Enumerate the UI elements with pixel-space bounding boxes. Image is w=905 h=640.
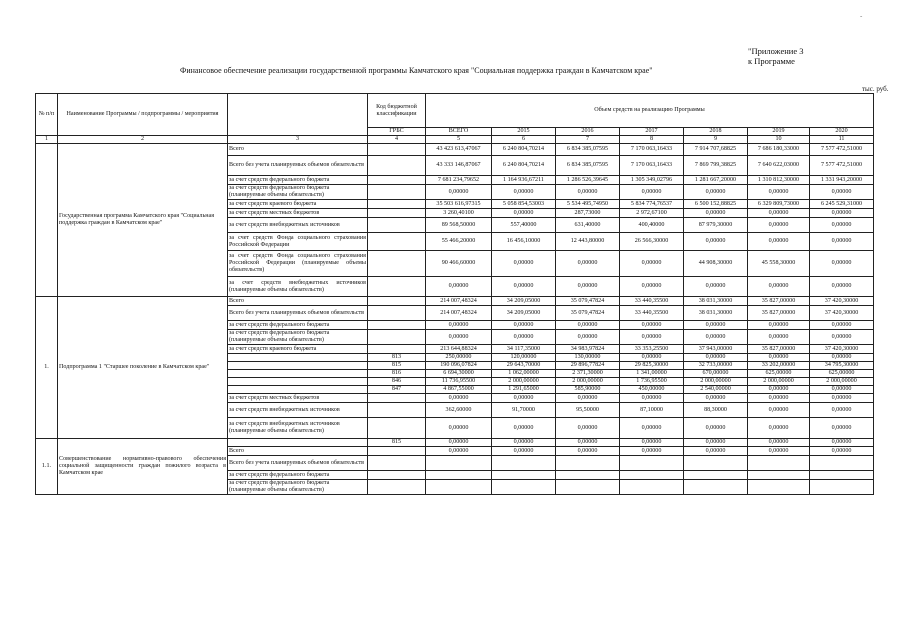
amount-year: 0,00000 — [556, 185, 620, 200]
amount-total: 11 736,95500 — [426, 378, 492, 386]
amount-year: 7 577 472,51000 — [810, 156, 874, 176]
amount-year: 6 329 809,73000 — [748, 200, 810, 209]
amount-year: 29 896,77824 — [556, 362, 620, 370]
header-code: Код бюджетной классификации — [368, 94, 426, 128]
amount-year: 1 305 349,02796 — [620, 176, 684, 185]
header-row — [36, 94, 874, 128]
header-total: ВСЕГО — [426, 128, 492, 136]
amount-year: 33 353,25500 — [620, 345, 684, 354]
amount-year: 91,70000 — [492, 403, 556, 418]
amount-total: 55 466,20000 — [426, 233, 492, 251]
grbs-code — [368, 233, 426, 251]
amount-year: 6 240 804,70214 — [492, 156, 556, 176]
amount-year: 0,00000 — [810, 209, 874, 218]
amount-year: 1 310 812,30000 — [748, 176, 810, 185]
header-year: 2015 — [492, 128, 556, 136]
funding-source — [228, 378, 368, 386]
column-number: 4 — [368, 136, 426, 144]
grbs-code: 847 — [368, 386, 426, 394]
funding-source: за счет средств внебюджетных источников (планируемые объемы обязательств) — [228, 418, 368, 439]
amount-year: 1 341,00000 — [620, 370, 684, 378]
amount-year — [684, 456, 748, 471]
column-number: 5 — [426, 136, 492, 144]
amount-year: 87 979,30000 — [684, 218, 748, 233]
amount-year: 0,00000 — [684, 209, 748, 218]
amount-year: 7 686 180,33000 — [748, 144, 810, 156]
funding-source: за счет средств местных бюджетов — [228, 209, 368, 218]
amount-total — [426, 480, 492, 495]
grbs-code — [368, 471, 426, 480]
amount-year: 0,00000 — [810, 321, 874, 330]
amount-year: 16 456,10000 — [492, 233, 556, 251]
grbs-code — [368, 403, 426, 418]
table-row — [36, 144, 874, 156]
amount-year: 0,00000 — [748, 218, 810, 233]
amount-year: 0,00000 — [492, 209, 556, 218]
grbs-code — [368, 447, 426, 456]
amount-year: 0,00000 — [748, 321, 810, 330]
grbs-code: 816 — [368, 370, 426, 378]
funding-source: Всего без учета планируемых объемов обязательств — [228, 156, 368, 176]
amount-year: 7 170 063,16433 — [620, 144, 684, 156]
amount-total: 362,60000 — [426, 403, 492, 418]
amount-year: 130,00000 — [556, 354, 620, 362]
amount-year: 0,00000 — [620, 439, 684, 447]
grbs-code — [368, 156, 426, 176]
grbs-code: 815 — [368, 362, 426, 370]
grbs-code — [368, 321, 426, 330]
amount-year: 7 869 799,38825 — [684, 156, 748, 176]
amount-year: 37 420,30000 — [810, 345, 874, 354]
amount-year: 0,00000 — [810, 330, 874, 345]
row-number — [36, 144, 58, 297]
amount-year: 5 058 854,53003 — [492, 200, 556, 209]
amount-year: 0,00000 — [556, 418, 620, 439]
amount-year: 0,00000 — [556, 251, 620, 277]
amount-total: 0,00000 — [426, 418, 492, 439]
funding-source: за счет средств внебюджетных источников — [228, 218, 368, 233]
amount-year: 0,00000 — [684, 185, 748, 200]
funding-source: за счет средств федерального бюджета — [228, 321, 368, 330]
amount-year: 0,00000 — [810, 394, 874, 403]
page-mark: - — [860, 12, 863, 20]
amount-year: 0,00000 — [492, 330, 556, 345]
amount-year: 631,40000 — [556, 218, 620, 233]
amount-year: 0,00000 — [556, 277, 620, 297]
grbs-code — [368, 456, 426, 471]
amount-year: 0,00000 — [810, 233, 874, 251]
program-name: Совершенствование нормативно-правового обеспечения социальной защищенности граждан пожилого возраста в Камчатском крае — [58, 439, 228, 495]
amount-year: 400,40000 — [620, 218, 684, 233]
amount-year: 2 000,00000 — [810, 378, 874, 386]
amount-year — [620, 456, 684, 471]
amount-year — [748, 480, 810, 495]
amount-year: 29 643,70000 — [492, 362, 556, 370]
funding-source: за счет средств федерального бюджета — [228, 471, 368, 480]
funding-source: за счет средств краевого бюджета — [228, 200, 368, 209]
amount-year — [684, 480, 748, 495]
amount-total: 0,00000 — [426, 185, 492, 200]
amount-year: 6 500 152,88825 — [684, 200, 748, 209]
amount-year: 2 972,67100 — [620, 209, 684, 218]
table-row — [36, 297, 874, 306]
amount-year: 0,00000 — [556, 439, 620, 447]
amount-total: 214 007,48324 — [426, 297, 492, 306]
amount-year: 0,00000 — [492, 251, 556, 277]
header-name: Наименование Программы / подпрограммы / мероприятия — [58, 94, 228, 136]
amount-year — [492, 471, 556, 480]
amount-year: 0,00000 — [810, 386, 874, 394]
amount-year: 26 566,30000 — [620, 233, 684, 251]
amount-year: 5 534 495,74950 — [556, 200, 620, 209]
funding-source — [228, 439, 368, 447]
funding-source: за счет средств федерального бюджета (планируемые объемы обязательств) — [228, 330, 368, 345]
funding-source: за счет средств федерального бюджета (планируемые объемы обязательств) — [228, 185, 368, 200]
column-number: 1 — [36, 136, 58, 144]
amount-year: 557,40000 — [492, 218, 556, 233]
amount-year — [556, 456, 620, 471]
grbs-code — [368, 200, 426, 209]
amount-total: 43 423 613,47067 — [426, 144, 492, 156]
amount-year: 0,00000 — [810, 447, 874, 456]
funding-source: Всего — [228, 144, 368, 156]
amount-year: 0,00000 — [556, 330, 620, 345]
grbs-code — [368, 330, 426, 345]
amount-year: 0,00000 — [492, 447, 556, 456]
amount-year: 0,00000 — [620, 185, 684, 200]
amount-year: 2 000,00000 — [684, 378, 748, 386]
amount-year: 1 286 526,39645 — [556, 176, 620, 185]
amount-year: 0,00000 — [748, 233, 810, 251]
amount-year — [748, 471, 810, 480]
appendix-line-1: "Приложение 3 — [748, 46, 804, 56]
grbs-code — [368, 209, 426, 218]
amount-year: 37 420,30000 — [810, 297, 874, 306]
amount-year: 0,00000 — [492, 321, 556, 330]
funding-source: за счет средств местных бюджетов — [228, 394, 368, 403]
row-number: 1.1. — [36, 439, 58, 495]
amount-year: 1 062,00000 — [492, 370, 556, 378]
grbs-code — [368, 218, 426, 233]
amount-year: 0,00000 — [810, 418, 874, 439]
amount-year: 1 736,95500 — [620, 378, 684, 386]
amount-year: 0,00000 — [748, 403, 810, 418]
amount-year: 0,00000 — [748, 209, 810, 218]
amount-year: 6 240 804,70214 — [492, 144, 556, 156]
amount-year — [620, 480, 684, 495]
amount-year: 0,00000 — [684, 277, 748, 297]
amount-year — [748, 456, 810, 471]
amount-year: 0,00000 — [684, 330, 748, 345]
amount-year: 287,73000 — [556, 209, 620, 218]
amount-year: 0,00000 — [684, 394, 748, 403]
column-number: 7 — [556, 136, 620, 144]
amount-year: 0,00000 — [748, 354, 810, 362]
amount-year: 33 202,00000 — [748, 362, 810, 370]
funding-source: за счет средств Фонда социального страхования Российской Федерации — [228, 233, 368, 251]
column-number: 3 — [228, 136, 368, 144]
amount-year: 1 164 936,67211 — [492, 176, 556, 185]
amount-total: 0,00000 — [426, 330, 492, 345]
grbs-code — [368, 345, 426, 354]
amount-total: 3 260,40100 — [426, 209, 492, 218]
grbs-code — [368, 480, 426, 495]
amount-year — [492, 480, 556, 495]
amount-year: 0,00000 — [684, 447, 748, 456]
amount-year: 0,00000 — [556, 394, 620, 403]
amount-total: 250,00000 — [426, 354, 492, 362]
amount-total: 190 096,07824 — [426, 362, 492, 370]
amount-year: 0,00000 — [810, 251, 874, 277]
amount-year — [684, 471, 748, 480]
amount-year: 34 983,97824 — [556, 345, 620, 354]
amount-year: 5 834 774,76537 — [620, 200, 684, 209]
amount-total: 90 466,60000 — [426, 251, 492, 277]
column-number: 9 — [684, 136, 748, 144]
amount-year: 2 000,00000 — [556, 378, 620, 386]
amount-year: 6 834 385,07595 — [556, 156, 620, 176]
amount-year: 0,00000 — [620, 330, 684, 345]
amount-year: 88,30000 — [684, 403, 748, 418]
amount-year: 2 000,00000 — [748, 378, 810, 386]
header-year: 2020 — [810, 128, 874, 136]
amount-year: 0,00000 — [748, 330, 810, 345]
amount-total: 214 007,48324 — [426, 306, 492, 321]
amount-year: 35 079,47824 — [556, 297, 620, 306]
header-source-col — [228, 94, 368, 136]
amount-year: 1 281 667,20000 — [684, 176, 748, 185]
program-name: Государственная программа Камчатского края "Социальная поддержка граждан в Камчатском крае" — [58, 144, 228, 297]
amount-year — [810, 480, 874, 495]
amount-year: 450,00000 — [620, 386, 684, 394]
amount-year: 29 825,30000 — [620, 362, 684, 370]
amount-year: 0,00000 — [810, 403, 874, 418]
header-year: 2019 — [748, 128, 810, 136]
document-title: Финансовое обеспечение реализации государственной программы Камчатского края "Социальная поддержка граждан в Камчатском крае" — [180, 66, 653, 75]
amount-year: 120,00000 — [492, 354, 556, 362]
header-year: 2018 — [684, 128, 748, 136]
amount-year: 0,00000 — [684, 439, 748, 447]
funding-source — [228, 386, 368, 394]
amount-year: 2 540,00000 — [684, 386, 748, 394]
funding-source: за счет средств внебюджетных источников — [228, 403, 368, 418]
funding-source: за счет средств краевого бюджета — [228, 345, 368, 354]
amount-year — [810, 456, 874, 471]
amount-year: 6 834 385,07595 — [556, 144, 620, 156]
funding-source: Всего — [228, 447, 368, 456]
grbs-code — [368, 418, 426, 439]
amount-year: 0,00000 — [684, 418, 748, 439]
amount-year: 7 640 622,03000 — [748, 156, 810, 176]
amount-year: 34 209,05000 — [492, 297, 556, 306]
amount-year: 34 795,30000 — [810, 362, 874, 370]
funding-source: Всего без учета планируемых объемов обязательств — [228, 306, 368, 321]
amount-year: 34 209,05000 — [492, 306, 556, 321]
header-year: 2016 — [556, 128, 620, 136]
amount-year: 0,00000 — [556, 321, 620, 330]
amount-year: 35 079,47824 — [556, 306, 620, 321]
amount-year: 1 331 943,20000 — [810, 176, 874, 185]
header-grbs: ГРБС — [368, 128, 426, 136]
header-volume: Объем средств на реализацию Программы — [426, 94, 874, 128]
amount-year: 38 031,30000 — [684, 306, 748, 321]
amount-year: 0,00000 — [748, 447, 810, 456]
amount-year: 0,00000 — [748, 386, 810, 394]
amount-year: 95,50000 — [556, 403, 620, 418]
appendix-line-2: к Программе — [748, 56, 795, 66]
funding-source: за счет средств Фонда социального страхования Российской Федерации (планируемые объемы обязательств) — [228, 251, 368, 277]
amount-total: 4 867,55000 — [426, 386, 492, 394]
header-year: 2017 — [620, 128, 684, 136]
amount-year: 2 000,00000 — [492, 378, 556, 386]
column-number: 8 — [620, 136, 684, 144]
amount-total: 0,00000 — [426, 394, 492, 403]
amount-year: 33 440,35500 — [620, 297, 684, 306]
amount-year: 32 733,00000 — [684, 362, 748, 370]
amount-year: 0,00000 — [620, 321, 684, 330]
funding-source: за счет средств внебюджетных источников (планируемые объемы обязательств) — [228, 277, 368, 297]
amount-year: 7 170 063,16433 — [620, 156, 684, 176]
amount-total: 0,00000 — [426, 447, 492, 456]
grbs-code — [368, 144, 426, 156]
amount-total: 0,00000 — [426, 277, 492, 297]
amount-year — [810, 471, 874, 480]
amount-year: 585,90000 — [556, 386, 620, 394]
funding-source: Всего — [228, 297, 368, 306]
amount-year: 0,00000 — [810, 277, 874, 297]
grbs-code — [368, 251, 426, 277]
amount-year: 2 371,30000 — [556, 370, 620, 378]
amount-year: 670,00000 — [684, 370, 748, 378]
amount-year: 0,00000 — [492, 394, 556, 403]
funding-source — [228, 354, 368, 362]
column-number-row — [36, 136, 874, 144]
amount-year: 625,00000 — [748, 370, 810, 378]
column-number: 11 — [810, 136, 874, 144]
amount-total: 0,00000 — [426, 439, 492, 447]
amount-total: 7 681 234,79652 — [426, 176, 492, 185]
amount-year: 0,00000 — [810, 185, 874, 200]
amount-year: 0,00000 — [492, 277, 556, 297]
grbs-code — [368, 185, 426, 200]
amount-year: 1 291,65000 — [492, 386, 556, 394]
amount-year: 0,00000 — [684, 321, 748, 330]
amount-year: 0,00000 — [810, 354, 874, 362]
amount-year: 0,00000 — [492, 185, 556, 200]
funding-source: Всего без учета планируемых объемов обязательств — [228, 456, 368, 471]
amount-total: 43 333 146,87067 — [426, 156, 492, 176]
amount-year: 45 558,30000 — [748, 251, 810, 277]
amount-year — [556, 471, 620, 480]
amount-year: 6 245 529,31000 — [810, 200, 874, 209]
grbs-code — [368, 306, 426, 321]
unit-label: тыс. руб. — [862, 85, 889, 93]
amount-year — [620, 471, 684, 480]
column-number: 2 — [58, 136, 228, 144]
amount-year: 44 908,30000 — [684, 251, 748, 277]
grbs-code: 846 — [368, 378, 426, 386]
grbs-code — [368, 297, 426, 306]
appendix-note — [748, 46, 803, 66]
amount-year: 33 440,35500 — [620, 306, 684, 321]
finance-table — [35, 93, 874, 495]
grbs-code — [368, 277, 426, 297]
amount-year: 35 827,00000 — [748, 306, 810, 321]
amount-year: 0,00000 — [748, 439, 810, 447]
amount-total — [426, 456, 492, 471]
amount-total: 89 568,50000 — [426, 218, 492, 233]
table-body — [36, 94, 874, 495]
column-number: 6 — [492, 136, 556, 144]
amount-year: 0,00000 — [492, 418, 556, 439]
amount-year: 34 117,35000 — [492, 345, 556, 354]
amount-total: 6 694,30000 — [426, 370, 492, 378]
amount-year: 0,00000 — [810, 218, 874, 233]
amount-year: 0,00000 — [620, 418, 684, 439]
amount-year: 0,00000 — [620, 354, 684, 362]
amount-year: 35 827,00000 — [748, 297, 810, 306]
amount-year: 35 827,00000 — [748, 345, 810, 354]
amount-year: 0,00000 — [748, 185, 810, 200]
amount-year — [492, 456, 556, 471]
amount-total: 213 644,88324 — [426, 345, 492, 354]
grbs-code: 815 — [368, 439, 426, 447]
amount-year: 0,00000 — [748, 418, 810, 439]
amount-year: 0,00000 — [620, 251, 684, 277]
table-row — [36, 439, 874, 447]
amount-total: 35 503 616,97315 — [426, 200, 492, 209]
amount-year: 0,00000 — [620, 394, 684, 403]
program-name: Подпрограмма 1 "Старшее поколение в Камчатском крае" — [58, 297, 228, 439]
amount-year: 37 943,00000 — [684, 345, 748, 354]
amount-year: 37 420,30000 — [810, 306, 874, 321]
amount-year: 0,00000 — [748, 394, 810, 403]
header-num: № п/п — [36, 94, 58, 136]
amount-year: 0,00000 — [620, 277, 684, 297]
amount-year: 625,00000 — [810, 370, 874, 378]
amount-year: 7 577 472,51000 — [810, 144, 874, 156]
amount-year: 0,00000 — [684, 354, 748, 362]
column-number: 10 — [748, 136, 810, 144]
amount-year: 38 031,30000 — [684, 297, 748, 306]
amount-year: 0,00000 — [810, 439, 874, 447]
row-number: 1. — [36, 297, 58, 439]
funding-source: за счет средств федерального бюджета — [228, 176, 368, 185]
amount-year: 0,00000 — [492, 439, 556, 447]
amount-total — [426, 471, 492, 480]
amount-year: 0,00000 — [556, 447, 620, 456]
funding-source — [228, 370, 368, 378]
amount-year: 12 443,80000 — [556, 233, 620, 251]
amount-total: 0,00000 — [426, 321, 492, 330]
amount-year — [556, 480, 620, 495]
amount-year: 0,00000 — [684, 233, 748, 251]
amount-year: 0,00000 — [748, 277, 810, 297]
grbs-code — [368, 176, 426, 185]
amount-year: 0,00000 — [620, 447, 684, 456]
funding-source: за счет средств федерального бюджета (планируемые объемы обязательств) — [228, 480, 368, 495]
grbs-code — [368, 394, 426, 403]
grbs-code: 813 — [368, 354, 426, 362]
amount-year: 87,10000 — [620, 403, 684, 418]
funding-source — [228, 362, 368, 370]
amount-year: 7 914 707,68825 — [684, 144, 748, 156]
